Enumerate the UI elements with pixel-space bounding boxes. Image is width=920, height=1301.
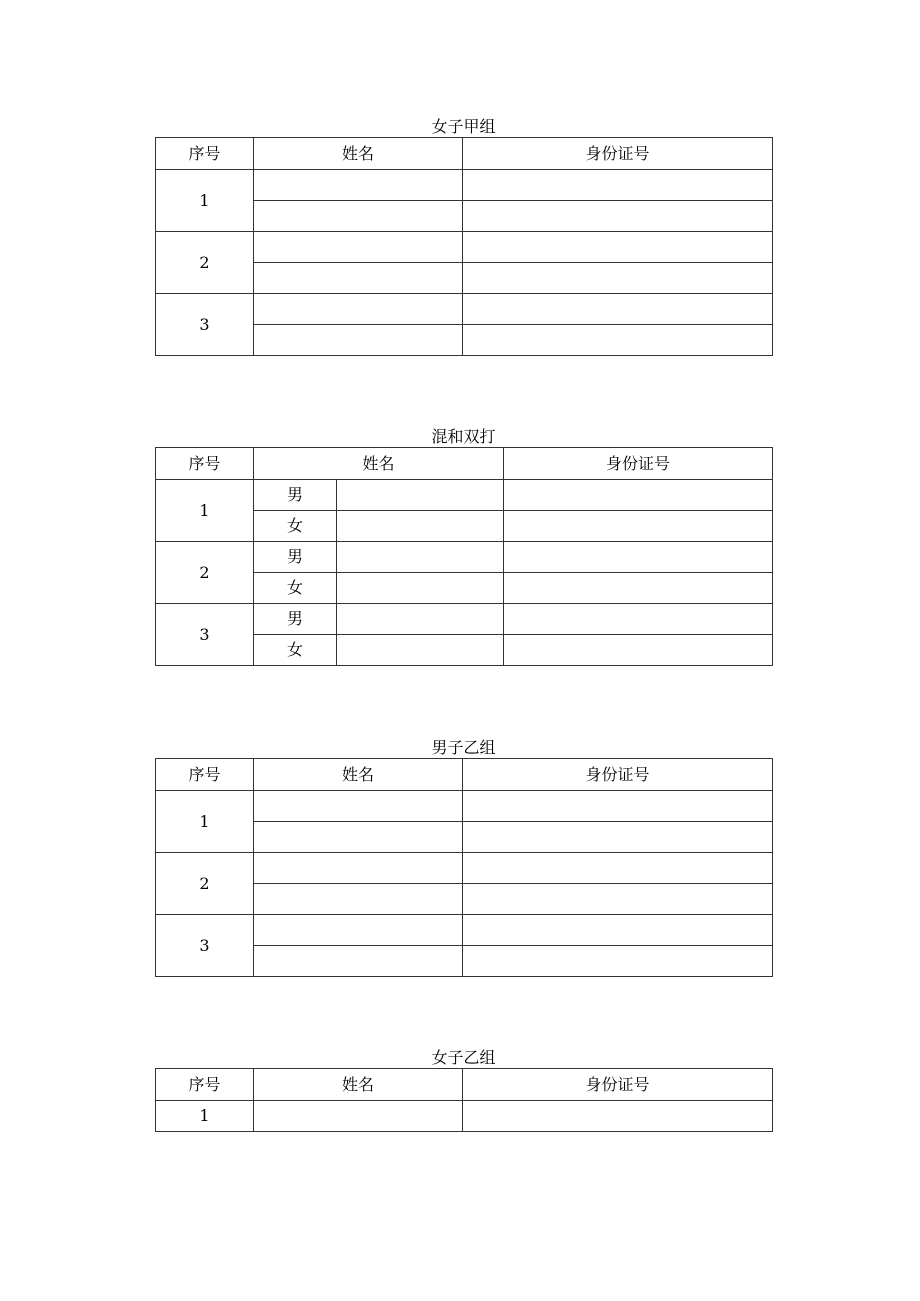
id-field[interactable] [463, 170, 773, 201]
header-name: 姓名 [254, 1069, 463, 1101]
header-id: 身份证号 [504, 448, 773, 480]
id-field[interactable] [504, 604, 773, 635]
name-field[interactable] [254, 232, 463, 263]
gender-label-male: 男 [254, 542, 337, 573]
table-header-row [156, 759, 773, 791]
header-name: 姓名 [254, 759, 463, 791]
name-field[interactable] [254, 946, 463, 977]
name-field[interactable] [337, 604, 504, 635]
table-row [156, 791, 773, 822]
gender-label-female: 女 [254, 511, 337, 542]
name-field[interactable] [254, 853, 463, 884]
row-number: 1 [156, 791, 254, 853]
name-field[interactable] [337, 573, 504, 604]
gender-label-female: 女 [254, 573, 337, 604]
gender-label-male: 男 [254, 604, 337, 635]
table-row [156, 1101, 773, 1132]
women-a-table [155, 137, 773, 356]
table-row [156, 604, 773, 635]
name-field[interactable] [337, 542, 504, 573]
gender-label-female: 女 [254, 635, 337, 666]
id-field[interactable] [463, 294, 773, 325]
name-field[interactable] [254, 1101, 463, 1132]
table-header-row [156, 1069, 773, 1101]
name-field[interactable] [254, 822, 463, 853]
header-name: 姓名 [254, 448, 504, 480]
header-id: 身份证号 [463, 1069, 773, 1101]
header-no: 序号 [156, 759, 254, 791]
name-field[interactable] [254, 170, 463, 201]
name-field[interactable] [254, 791, 463, 822]
id-field[interactable] [463, 232, 773, 263]
id-field[interactable] [504, 635, 773, 666]
row-number: 1 [156, 1101, 254, 1132]
id-field[interactable] [463, 884, 773, 915]
section-title-mixed: 混和双打 [431, 427, 496, 446]
section-title-women-a: 女子甲组 [431, 117, 496, 136]
id-field[interactable] [463, 822, 773, 853]
row-number: 3 [156, 294, 254, 356]
mixed-table [155, 447, 773, 666]
name-field[interactable] [254, 884, 463, 915]
id-field[interactable] [463, 325, 773, 356]
name-field[interactable] [254, 325, 463, 356]
id-field[interactable] [463, 263, 773, 294]
name-field[interactable] [337, 635, 504, 666]
name-field[interactable] [254, 915, 463, 946]
id-field[interactable] [463, 201, 773, 232]
row-number: 2 [156, 853, 254, 915]
table-row [156, 542, 773, 573]
table-row [156, 915, 773, 946]
table-header-row [156, 448, 773, 480]
id-field[interactable] [463, 791, 773, 822]
table-row [156, 480, 773, 511]
id-field[interactable] [504, 542, 773, 573]
name-field[interactable] [254, 201, 463, 232]
name-field[interactable] [254, 263, 463, 294]
row-number: 2 [156, 542, 254, 604]
table-header-row [156, 138, 773, 170]
id-field[interactable] [463, 853, 773, 884]
row-number: 3 [156, 915, 254, 977]
row-number: 1 [156, 170, 254, 232]
id-field[interactable] [463, 946, 773, 977]
row-number: 1 [156, 480, 254, 542]
header-id: 身份证号 [463, 759, 773, 791]
id-field[interactable] [504, 573, 773, 604]
table-row [156, 853, 773, 884]
name-field[interactable] [254, 294, 463, 325]
table-row [156, 294, 773, 325]
section-title-women-b: 女子乙组 [431, 1048, 496, 1067]
header-no: 序号 [156, 1069, 254, 1101]
header-no: 序号 [156, 138, 254, 170]
table-row [156, 170, 773, 201]
table-row [156, 232, 773, 263]
name-field[interactable] [337, 480, 504, 511]
id-field[interactable] [463, 1101, 773, 1132]
section-title-men-b: 男子乙组 [431, 738, 496, 757]
id-field[interactable] [504, 511, 773, 542]
header-id: 身份证号 [463, 138, 773, 170]
row-number: 2 [156, 232, 254, 294]
women-b-table [155, 1068, 773, 1132]
header-name: 姓名 [254, 138, 463, 170]
header-no: 序号 [156, 448, 254, 480]
name-field[interactable] [337, 511, 504, 542]
id-field[interactable] [463, 915, 773, 946]
men-b-table [155, 758, 773, 977]
id-field[interactable] [504, 480, 773, 511]
row-number: 3 [156, 604, 254, 666]
gender-label-male: 男 [254, 480, 337, 511]
